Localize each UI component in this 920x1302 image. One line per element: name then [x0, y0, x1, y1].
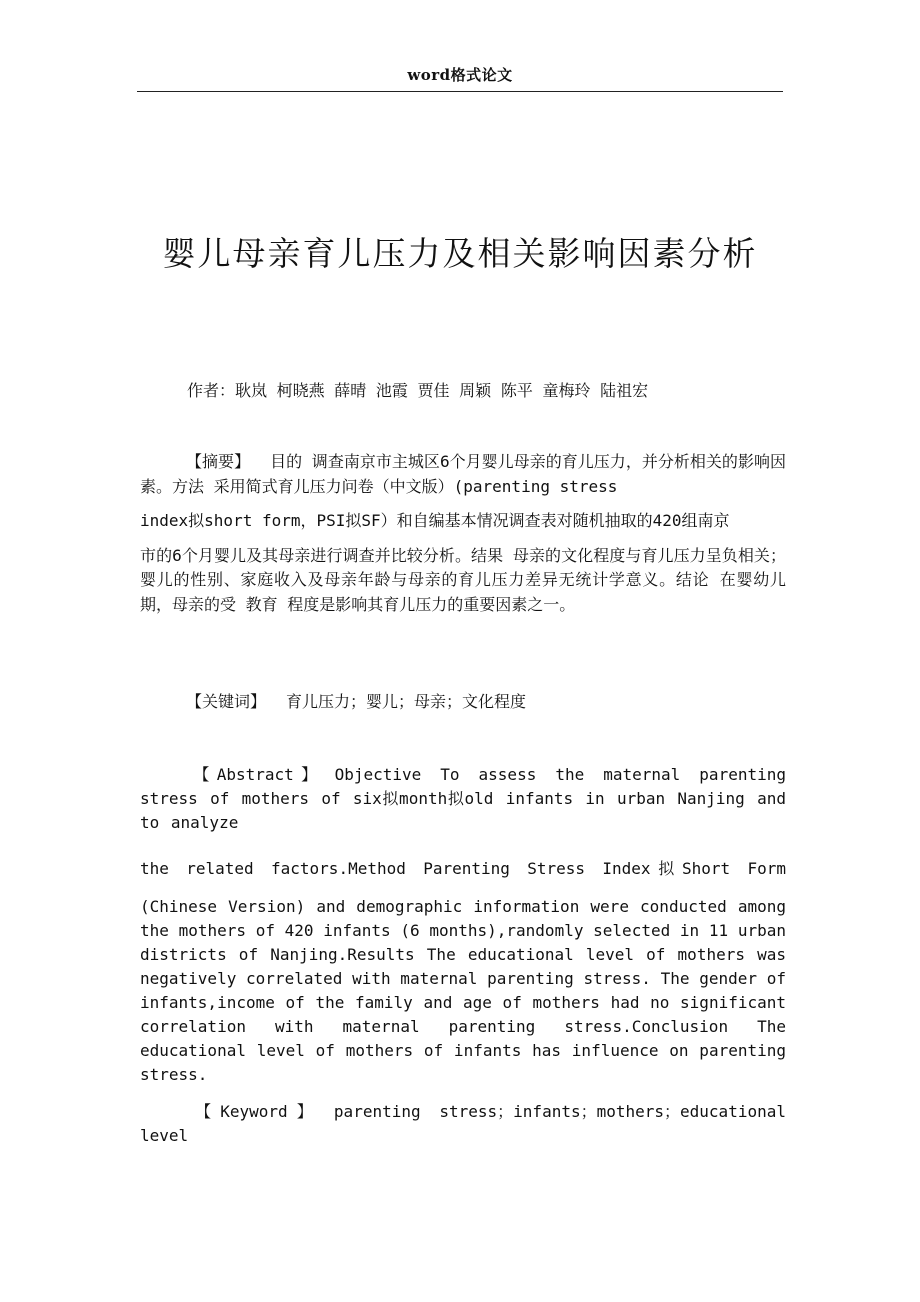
- running-header: word格式论文: [407, 66, 513, 84]
- abstract-cn-label: 【摘要】: [186, 452, 251, 471]
- keywords-cn-text: 育儿压力；婴儿；母亲；文化程度: [286, 692, 527, 711]
- abstract-en-part2: the related factors.Method Parenting Stress Index拟Short Form: [140, 859, 786, 878]
- paper-title: 婴儿母亲育儿压力及相关影响因素分析: [162, 234, 758, 274]
- author-line: [187, 378, 648, 401]
- author-label: 作者：: [187, 381, 236, 400]
- keywords-cn: [140, 690, 786, 714]
- abstract-cn-part1: 目的 调查南京市主城区6个月婴儿母亲的育儿压力，并分析相关的影响因素。方法 采用简式育儿压力问卷（中文版）(parenting stress: [140, 452, 786, 496]
- abstract-cn: [140, 450, 786, 617]
- keywords-cn-label: 【关键词】: [186, 692, 267, 711]
- author-names: 耿岚 柯晓燕 薛晴 池霞 贾佳 周颖 陈平 童梅玲 陆祖宏: [235, 381, 649, 400]
- abstract-en: [140, 763, 786, 1087]
- header-rule: [137, 91, 783, 92]
- abstract-en-part1: Objective To assess the maternal parenting stress of mothers of six拟month拟old infants in urban Nanjing and to analyze: [140, 765, 786, 832]
- abstract-cn-part3: 市的6个月婴儿及其母亲进行调查并比较分析。结果 母亲的文化程度与育儿压力呈负相关；婴儿的性别、家庭收入及母亲年龄与母亲的育儿压力差异无统计学意义。结论 在婴幼儿期，母亲的受 教育 程度是影响其育儿压力的重要因素之一。: [140, 545, 786, 614]
- abstract-en-label: 【Abstract】: [186, 765, 325, 784]
- keywords-en-label: 【Keyword】: [186, 1102, 322, 1121]
- keywords-en-text: parenting stress；infants；mothers；educational level: [140, 1102, 786, 1145]
- keywords-en: [140, 1100, 786, 1148]
- abstract-en-part3: (Chinese Version) and demographic information were conducted among the mothers of 420 infants (6 months),randomly selected in 11 urban districts of Nanjing.Results The educational level of mothers was negatively correlated with maternal parenting stress. The gender of infants,income of the family and age of mothers had no significant correlation with maternal parenting stress.Conclusion The educational level of mothers of infants has influence on parenting stress.: [140, 897, 786, 1084]
- abstract-cn-part2: index拟short form，PSI拟SF）和自编基本情况调查表对随机抽取的420组南京: [140, 511, 730, 530]
